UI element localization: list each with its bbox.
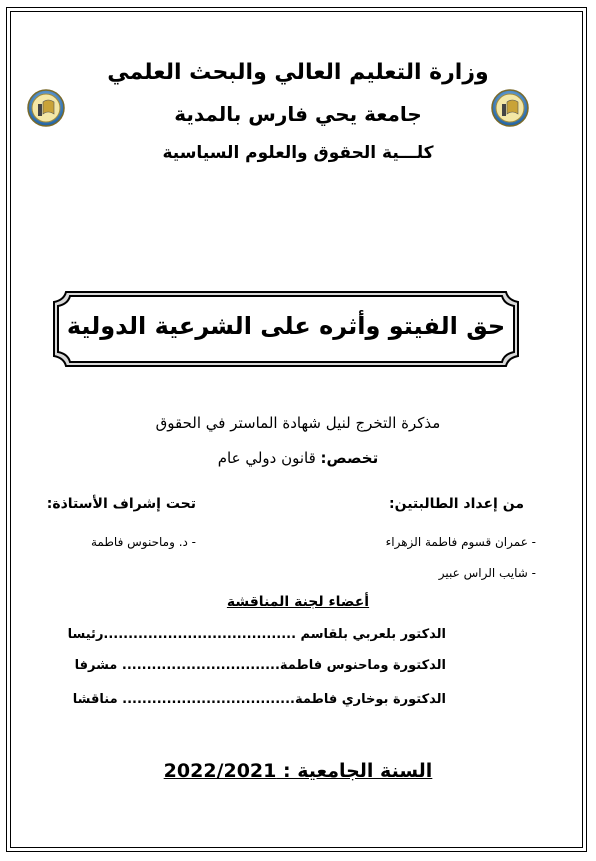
university-name: جامعة يحي فارس بالمدية	[174, 102, 422, 126]
specialty-label: تخصص:	[320, 449, 379, 467]
faculty-name: كلـــية الحقوق والعلوم السياسية	[162, 143, 434, 163]
committee-member: الدكتورة بوخاري فاطمة................................... مناقشا	[72, 692, 446, 707]
committee-member: الدكتور بلعربي بلقاسم .......................................رئيسا	[67, 627, 446, 642]
supervisor-name: - د. وماحنوس فاطمة	[90, 535, 196, 549]
ministry-name: وزارة التعليم العالي والبحث العلمي	[107, 60, 489, 85]
authors-label: من إعداد الطالبتين:	[389, 496, 524, 512]
thesis-title-box	[44, 282, 528, 376]
author-name: - شايب الراس عبير	[438, 566, 536, 580]
thesis-title: حق الفيتو وأثره على الشرعية الدولية	[66, 312, 506, 340]
supervisor-label: تحت إشراف الأستاذة:	[46, 496, 196, 512]
committee-member: الدكتورة وماحنوس فاطمة................................ مشرفا	[74, 658, 446, 673]
academic-year: السنة الجامعية : 2022/2021	[163, 760, 433, 782]
specialty-value: قانون دولي عام	[217, 449, 321, 467]
thesis-subtitle: مذكرة التخرج لنيل شهادة الماستر في الحقوق	[155, 414, 441, 432]
committee-title: أعضاء لجنة المناقشة	[226, 594, 370, 610]
specialty-line	[0, 449, 596, 467]
author-name: - عمران قسوم فاطمة الزهراء	[385, 535, 536, 549]
